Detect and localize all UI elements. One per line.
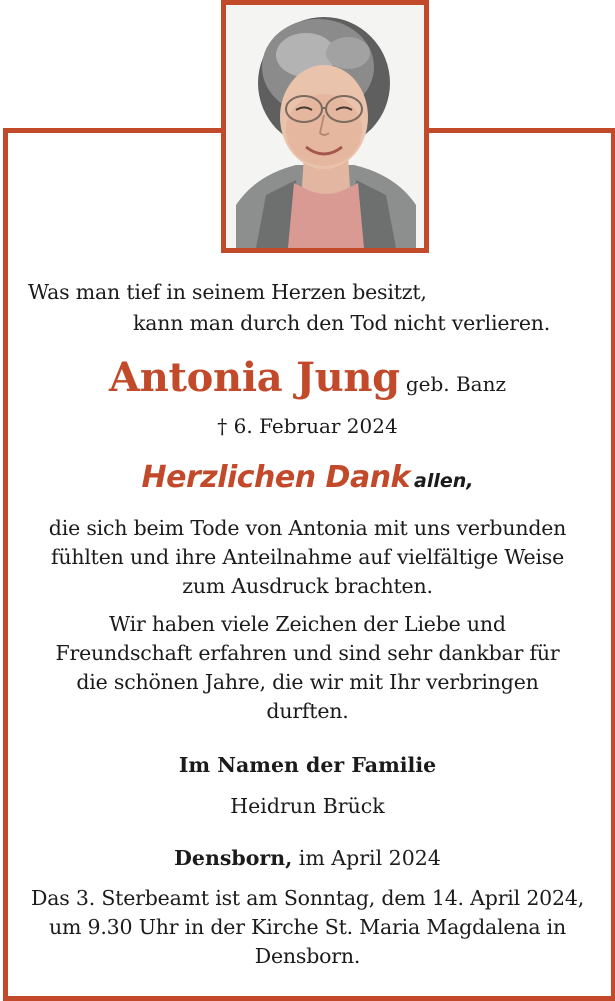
- name-line: [0, 354, 615, 401]
- paragraph-line: die sich beim Tode von Antonia mit uns verbunden: [48, 516, 567, 540]
- quote-line-2: kann man durch den Tod nicht verlieren.: [133, 311, 551, 335]
- thanks-paragraph: [0, 514, 615, 601]
- birth-name: geb. Banz: [405, 372, 507, 396]
- paragraph-line: durften.: [266, 699, 349, 723]
- gratitude-paragraph: [0, 610, 615, 726]
- thanks-line: [0, 460, 615, 495]
- place-name: Densborn,: [174, 846, 293, 870]
- death-date: † 6. Februar 2024: [217, 414, 398, 438]
- quote-line-1: Was man tief in seinem Herzen besitzt,: [28, 280, 427, 304]
- portrait-photo: [221, 0, 429, 253]
- paragraph-line: zum Ausdruck brachten.: [182, 574, 433, 598]
- paragraph-line: Wir haben viele Zeichen der Liebe und: [109, 612, 506, 636]
- signature-name: Heidrun Brück: [230, 794, 385, 818]
- paragraph-line: Freundschaft erfahren und sind sehr dankbar für: [55, 641, 560, 665]
- thanks-heading: Herzlichen Dank: [141, 460, 411, 495]
- portrait-image: [226, 5, 424, 248]
- paragraph-line: die schönen Jahre, die wir mit Ihr verbringen: [76, 670, 539, 694]
- service-info: [0, 884, 615, 971]
- thanks-rest: allen,: [414, 470, 474, 492]
- paragraph-line: fühlten und ihre Anteilnahme auf vielfältige Weise: [50, 545, 565, 569]
- signature-heading: Im Namen der Familie: [178, 753, 437, 777]
- service-line: um 9.30 Uhr in der Kirche St. Maria Magdalena in: [48, 915, 567, 939]
- service-line: Das 3. Sterbeamt ist am Sonntag, dem 14. April 2024,: [30, 886, 585, 910]
- place-date-line: [0, 846, 615, 870]
- notice-date: im April 2024: [298, 846, 441, 870]
- deceased-name: Antonia Jung: [108, 354, 400, 401]
- service-line: Densborn.: [254, 944, 361, 968]
